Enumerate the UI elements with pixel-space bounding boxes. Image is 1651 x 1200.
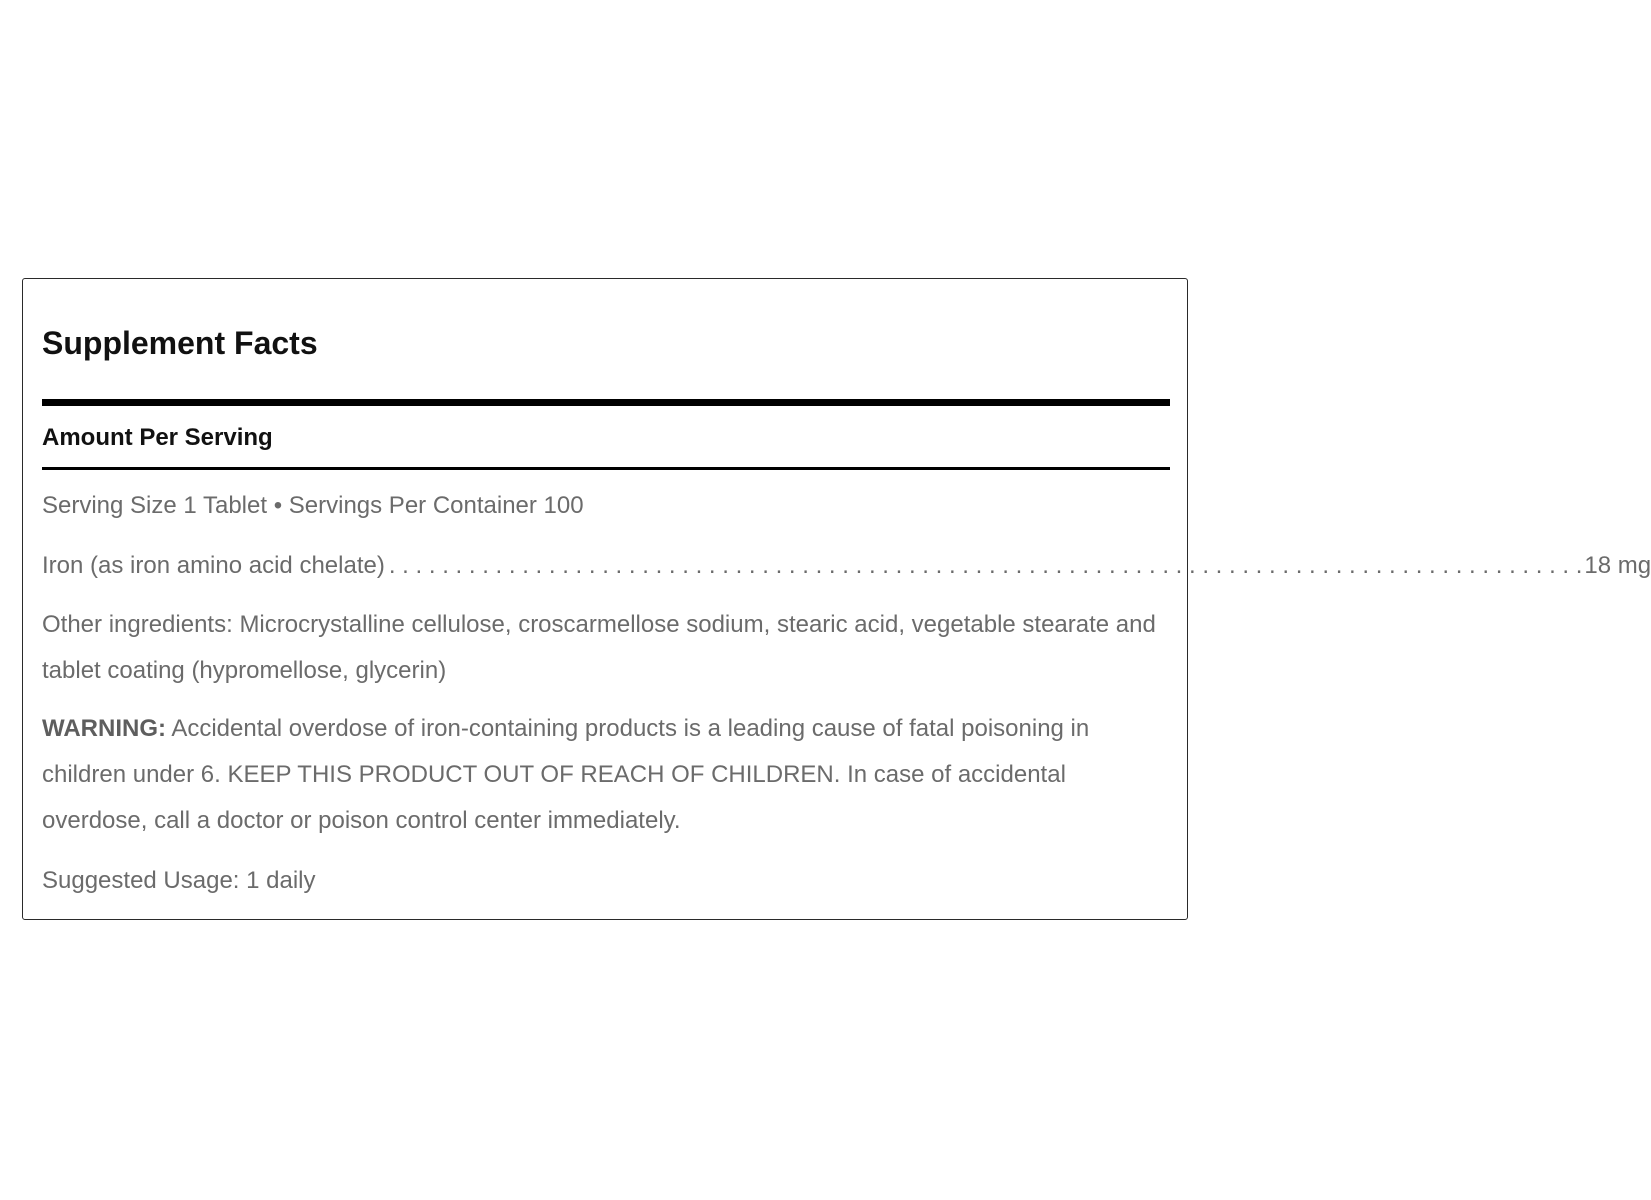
serving-info: Serving Size 1 Tablet • Servings Per Container 100: [42, 492, 584, 519]
suggested-usage: Suggested Usage: 1 daily: [42, 867, 316, 894]
nutrient-amount: 18 mg: [1584, 552, 1651, 579]
nutrient-name: Iron (as iron amino acid chelate): [42, 552, 385, 579]
nutrient-row: [42, 543, 1651, 589]
warning-label: WARNING:: [42, 715, 166, 742]
warning-body: Accidental overdose of iron-containing products is a leading cause of fatal poisoning in children under 6. KEEP THIS PRODUCT OUT OF REACH OF CHILDREN. In case of accidental overdose, call a doctor or poison control center immediately.: [42, 715, 1090, 834]
supplement-facts-panel: [22, 278, 1651, 920]
thick-divider: [42, 399, 1170, 406]
warning-text: [42, 706, 1170, 844]
amount-per-serving-header: Amount Per Serving: [42, 424, 273, 451]
other-ingredients: Other ingredients: Microcrystalline cellulose, croscarmellose sodium, stearic acid, vegetable stearate and tablet coating (hypromellose, glycerin): [42, 611, 1156, 684]
dot-leader: . . . . . . . . . . . . . . . . . . . . . . . . . . . . . . . . . . . . . . . . . . . . . . . . . . . . . . . . . . . . . . . . . . . . . . . . . . . . . . . . . . . . . . . . . .: [388, 552, 1583, 579]
thin-divider: [42, 467, 1170, 470]
panel-title: Supplement Facts: [42, 325, 318, 361]
